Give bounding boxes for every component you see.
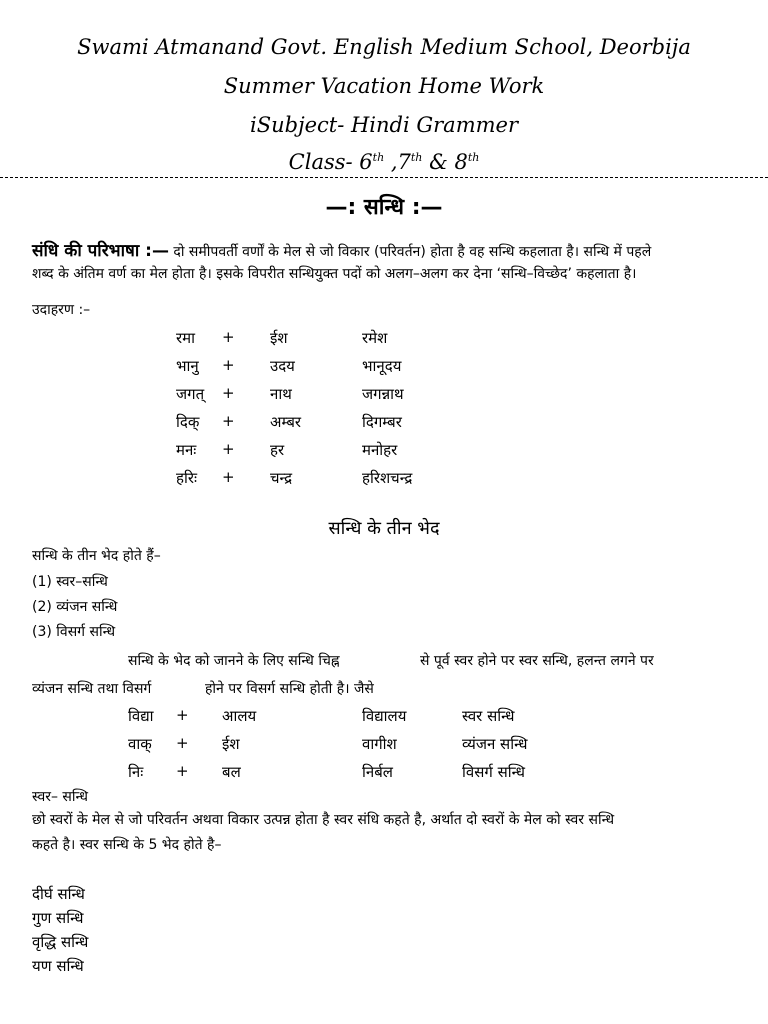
homework-title: Summer Vacation Home Work <box>223 74 545 98</box>
swar-type-item: वृद्धि सन्धि <box>32 933 89 951</box>
type-item-1: (1) स्वर–सन्धि <box>32 574 108 590</box>
swar-line-1: छो स्वरों के मेल से जो परिवर्तन अथवा विकार उत्पन्न होता है स्वर संधि कहते है, अर्थात दो स्वरों के मेल को स्वर सन्धि <box>32 812 615 828</box>
section-title: —: सन्धि :— <box>325 195 443 220</box>
subject-line: iSubject- Hindi Grammer <box>250 113 518 137</box>
example-result: भानूदय <box>362 357 402 375</box>
example-plus: + <box>222 328 235 346</box>
class-line: Class- 6th ,7th & 8th <box>288 150 480 174</box>
example-plus: + <box>222 412 235 430</box>
example-part-b: चन्द्र <box>270 469 293 487</box>
type-example-plus: + <box>176 706 189 724</box>
example-result: जगन्नाथ <box>362 385 404 403</box>
type-example-result: वागीश <box>362 735 397 753</box>
identify-line-2b: होने पर विसर्ग सन्धि होती है। जैसे <box>205 681 374 697</box>
type-example-part-b: बल <box>222 763 241 781</box>
definition-line-1: संधि की परिभाषा :— दो समीपवर्ती वर्णों के मेल से जो विकार (परिवर्तन) होता है वह सन्धि कहलाता है। सन्धि में पहले <box>32 241 652 261</box>
example-result: रमेश <box>362 329 388 347</box>
example-part-b: ईश <box>270 329 288 347</box>
type-example-result: विद्यालय <box>362 707 407 725</box>
example-part-a: हरिः <box>176 469 198 487</box>
type-example-plus: + <box>176 734 189 752</box>
type-example-part-b: ईश <box>222 735 240 753</box>
example-part-a: मनः <box>176 441 197 459</box>
type-example-plus: + <box>176 762 189 780</box>
swar-type-item: यण सन्धि <box>32 957 84 975</box>
example-plus: + <box>222 384 235 402</box>
example-part-b: अम्बर <box>270 413 302 431</box>
example-plus: + <box>222 468 235 486</box>
types-heading: सन्धि के तीन भेद <box>328 518 440 539</box>
example-part-a: रमा <box>176 329 195 347</box>
type-item-3: (3) विसर्ग सन्धि <box>32 624 116 640</box>
swar-line-2: कहते है। स्वर सन्धि के 5 भेद होते है– <box>32 837 222 853</box>
example-result: दिगम्बर <box>362 413 402 431</box>
examples-label: उदाहरण :– <box>32 302 91 318</box>
definition-line-2: शब्द के अंतिम वर्ण का मेल होता है। इसके विपरीत सन्धियुक्त पदों को अलग–अलग कर देना ‘सन्धि–विच्छेद’ कहलाता है। <box>32 266 637 282</box>
swar-type-item: गुण सन्धि <box>32 909 84 927</box>
type-example-part-a: विद्या <box>128 707 154 725</box>
dashed-divider <box>0 177 768 178</box>
example-part-b: नाथ <box>270 385 292 403</box>
example-part-b: हर <box>270 441 285 459</box>
swar-type-item: दीर्घ सन्धि <box>32 885 85 903</box>
identify-line-2a: व्यंजन सन्धि तथा विसर्ग <box>32 681 152 697</box>
example-result: मनोहर <box>362 441 398 459</box>
type-example-part-b: आलय <box>222 707 257 725</box>
type-item-2: (2) व्यंजन सन्धि <box>32 599 118 615</box>
type-example-kind: व्यंजन सन्धि <box>462 735 528 753</box>
identify-line-1a: सन्धि के भेद को जानने के लिए सन्धि चिह्न <box>128 653 340 669</box>
type-example-kind: विसर्ग सन्धि <box>462 763 525 781</box>
example-plus: + <box>222 440 235 458</box>
type-example-result: निर्बल <box>362 763 393 781</box>
example-plus: + <box>222 356 235 374</box>
type-example-part-a: निः <box>128 763 144 781</box>
school-name: Swami Atmanand Govt. English Medium School, Deorbija <box>77 35 691 59</box>
example-part-b: उदय <box>270 357 295 375</box>
type-example-kind: स्वर सन्धि <box>462 707 515 725</box>
types-intro: सन्धि के तीन भेद होते हैं– <box>32 548 161 564</box>
type-example-part-a: वाक् <box>128 735 152 753</box>
swar-heading: स्वर– सन्धि <box>32 789 88 805</box>
example-part-a: भानु <box>176 357 199 375</box>
identify-line-1b: से पूर्व स्वर होने पर स्वर सन्धि, हलन्त लगने पर <box>420 653 654 669</box>
example-part-a: जगत् <box>176 385 205 403</box>
definition-term: संधि की परिभाषा :— <box>32 241 169 261</box>
example-part-a: दिक् <box>176 413 200 431</box>
example-result: हरिशचन्द्र <box>362 469 413 487</box>
